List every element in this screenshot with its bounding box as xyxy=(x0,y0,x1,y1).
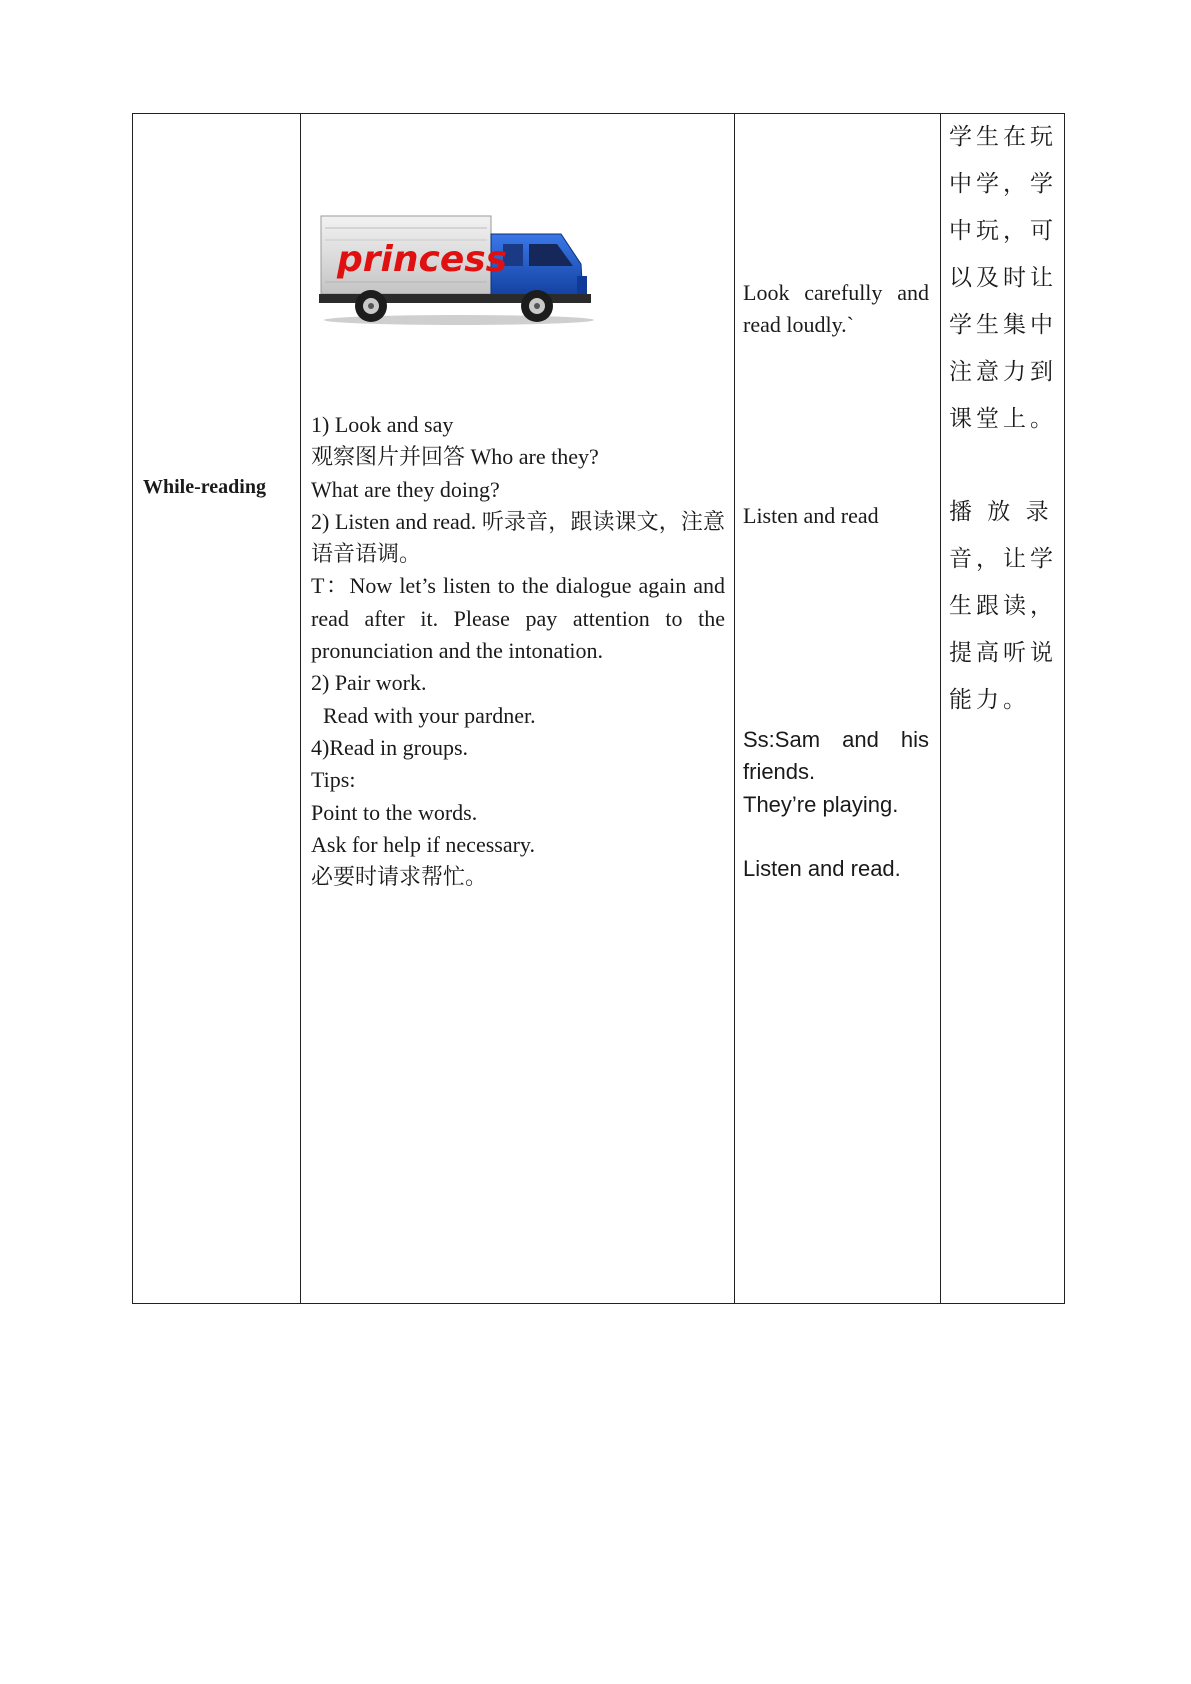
column-divider xyxy=(300,114,301,1303)
purpose-line: 学生在玩 xyxy=(949,124,1057,150)
lesson-table xyxy=(132,113,1065,1304)
truck-icon xyxy=(319,214,601,326)
student-listen: Listen and read xyxy=(743,503,879,528)
purpose-line: 能力。 xyxy=(949,687,1030,713)
truck-label: princess xyxy=(337,239,508,280)
column-divider xyxy=(940,114,941,1303)
activity-line: 4)Read in groups. xyxy=(311,734,469,760)
purpose-line: 课堂上。 xyxy=(949,406,1057,432)
activity-line: 必要时请求帮忙。 xyxy=(311,864,488,890)
purpose-line: 提高听说 xyxy=(949,640,1057,666)
stage-label: While-reading xyxy=(143,476,266,498)
activity-line: Read with your pardner. xyxy=(323,702,536,728)
answer-line: Listen and read. xyxy=(743,855,901,881)
purpose-line: 以及时让 xyxy=(949,265,1057,291)
purpose-block-1 xyxy=(949,114,1057,443)
activity-line: 2) Pair work. xyxy=(311,670,427,696)
activity-line: T：Now let’s listen to the dialogue again and read after it. Please pay attention to the pronunciation and the intonation. xyxy=(311,573,725,664)
purpose-line: 播 放 录 xyxy=(949,499,1053,525)
activity-line: 观察图片并回答 Who are they? xyxy=(311,444,599,470)
activity-line: What are they doing? xyxy=(311,476,500,502)
purpose-line: 中学，学 xyxy=(949,171,1057,197)
purpose-line: 生跟读， xyxy=(949,593,1057,619)
student-answers xyxy=(743,724,929,885)
purpose-line: 学生集中 xyxy=(949,312,1057,338)
activity-line: 2) Listen and read. 听录音，跟读课文，注意语音语调。 xyxy=(311,508,725,567)
answer-line: friends. xyxy=(743,759,816,785)
purpose-block-2 xyxy=(949,489,1057,724)
column-divider xyxy=(734,114,735,1303)
purpose-line: 注意力到 xyxy=(949,359,1057,385)
activity-line: Ask for help if necessary. xyxy=(311,831,535,857)
purpose-line: 音，让学 xyxy=(949,546,1057,572)
student-look: Look carefully and read loudly.` xyxy=(743,280,929,338)
activity-line: Point to the words. xyxy=(311,799,478,825)
purpose-line: 中玩，可 xyxy=(949,218,1057,244)
teacher-activity xyxy=(311,409,725,893)
activity-line: 1) Look and say xyxy=(311,412,454,437)
answer-line: They’re playing. xyxy=(743,791,899,817)
answer-line: Ss:Sam and his xyxy=(743,727,929,752)
activity-line: Tips: xyxy=(311,767,356,793)
